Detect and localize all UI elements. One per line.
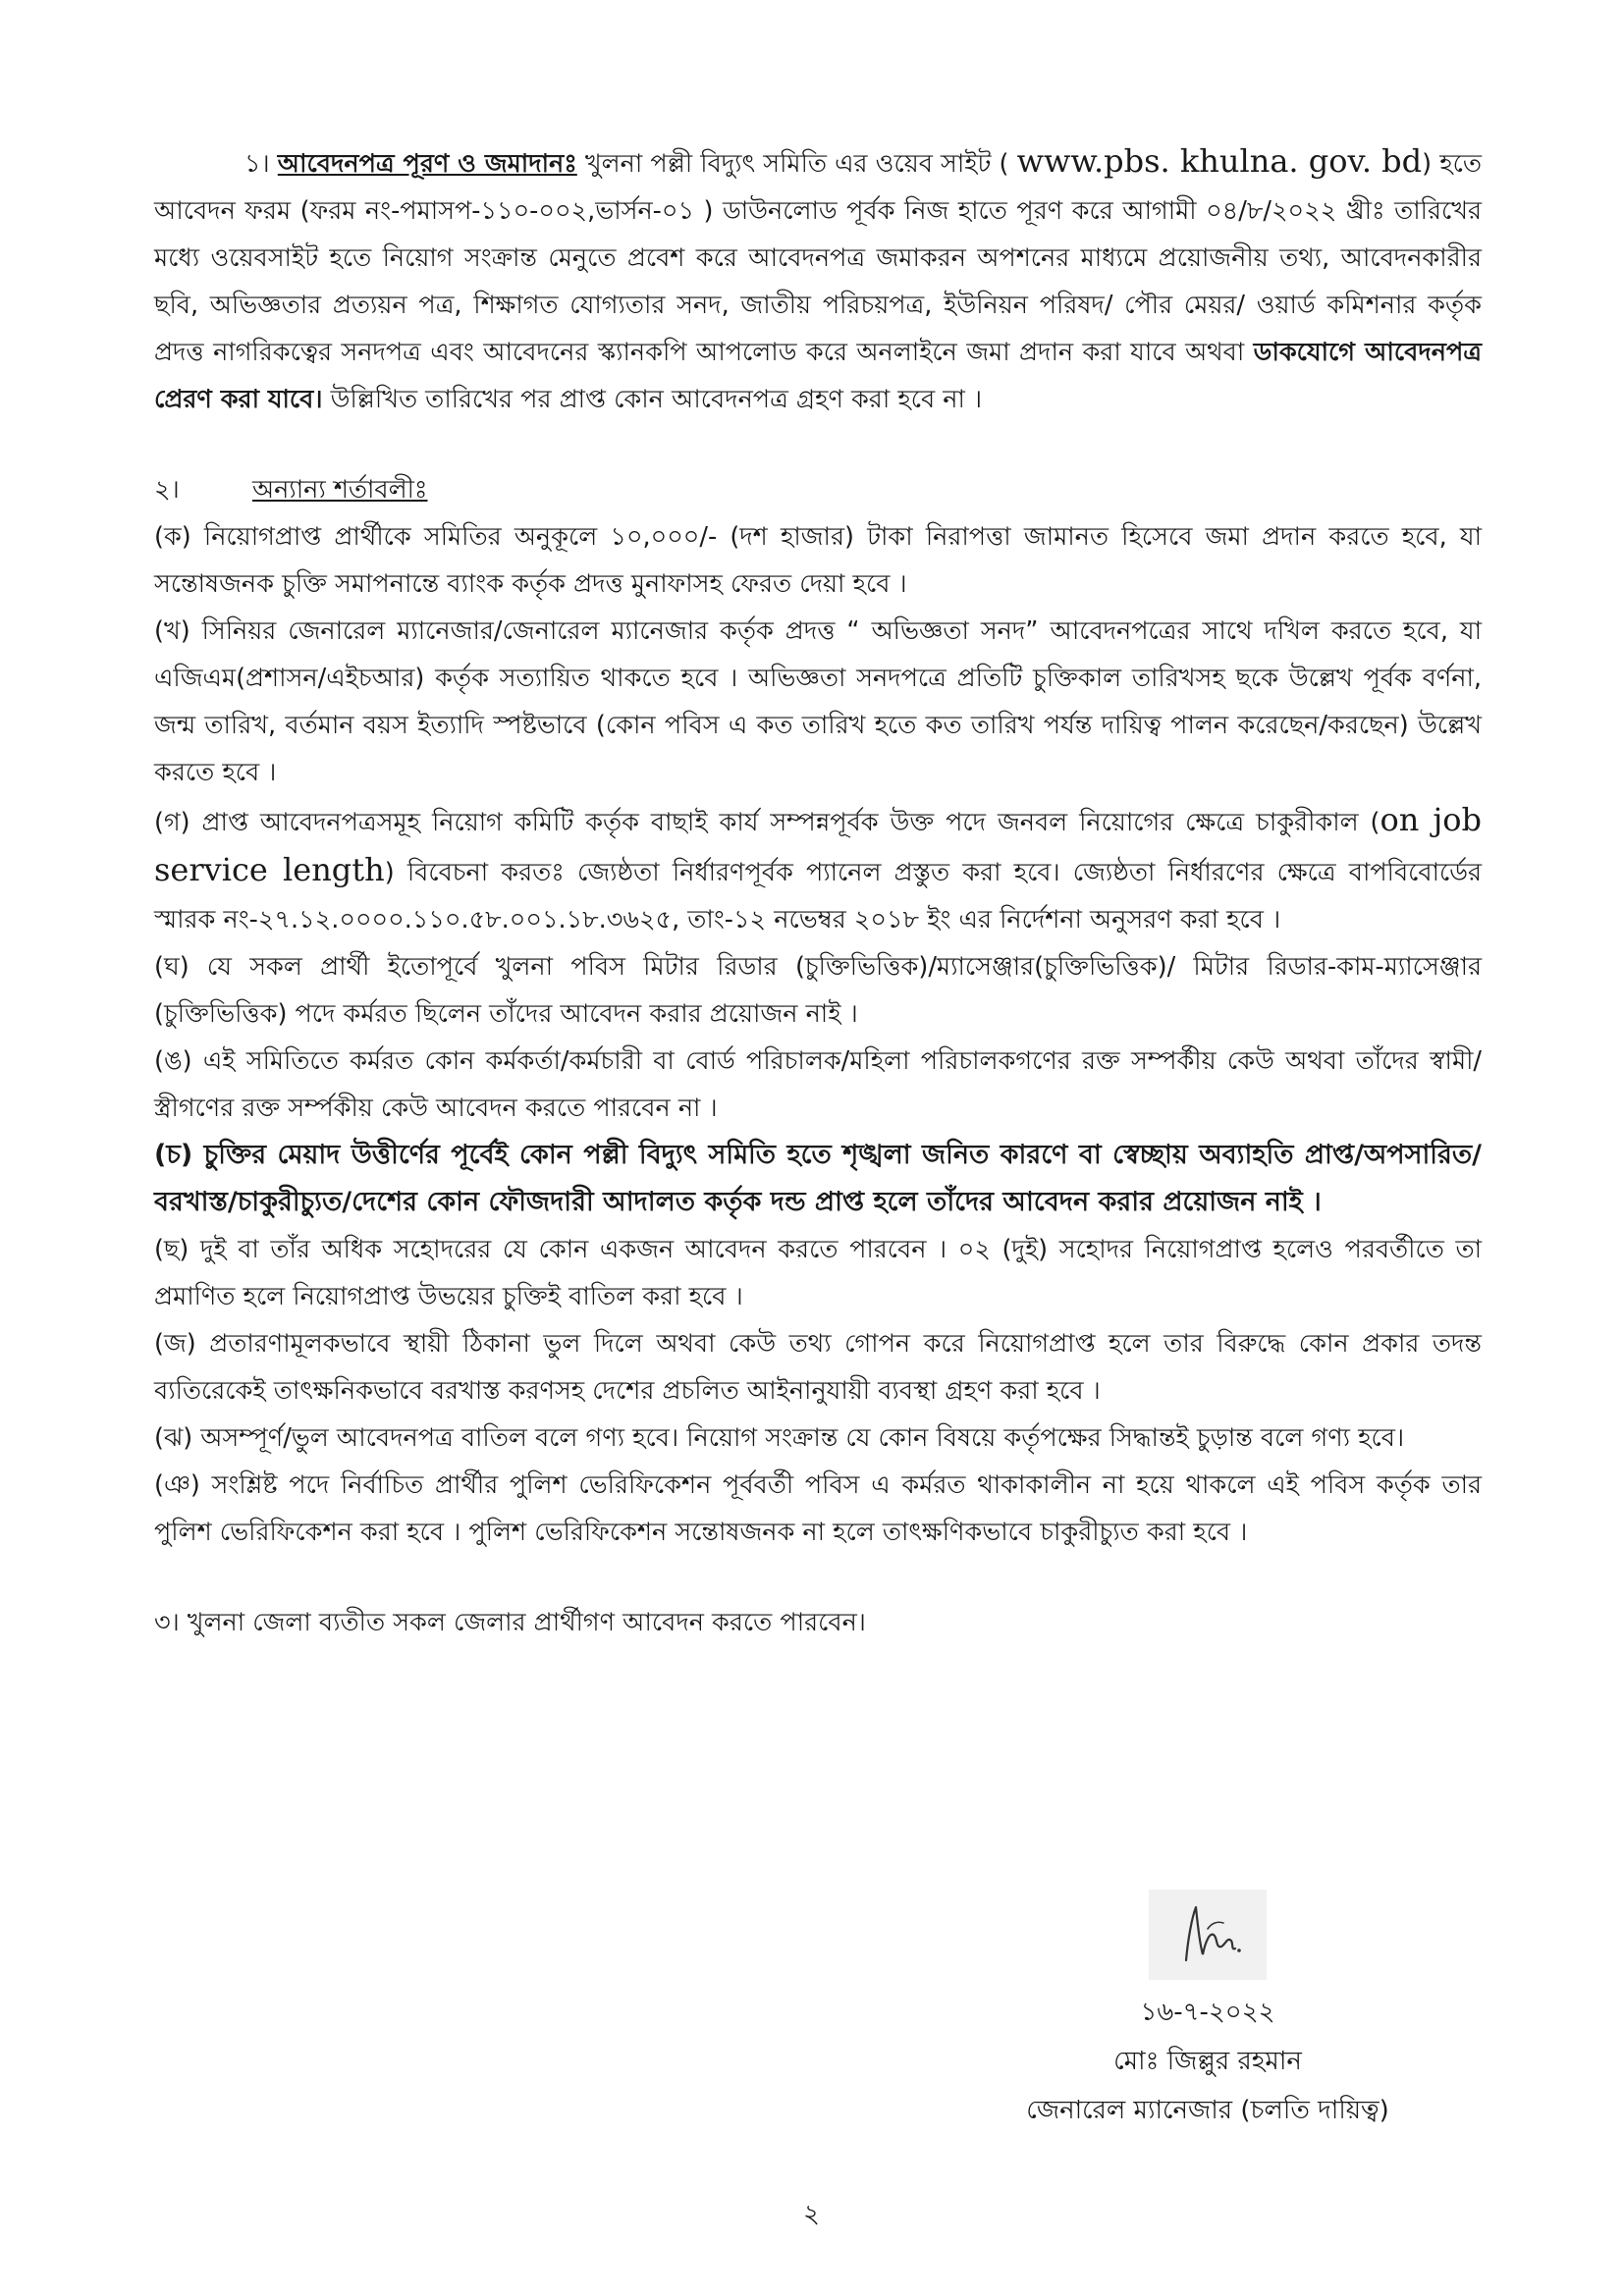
signature-image [1149,1890,1267,1980]
section-3-eligibility: ৩। খুলনা জেলা ব্যতীত সকল জেলার প্রার্থীগণ আবেদন করতে পারবেন। [154,1608,866,1637]
section-2-heading: অন্যান্য শর্তাবলীঃ [252,475,428,505]
section-1-heading: আবেদনপত্র পূরণ ও জমাদানঃ [277,149,577,179]
condition-ja: (জ) প্রতারণামূলকভাবে স্থায়ী ঠিকানা ভুল দিলে অথবা কেউ তথ্য গোপন করে নিয়োগপ্রাপ্ত হলে তার বিরুদ্ধে কোন প্রকার তদন্ত ব্যতিরেকেই তাৎক্ষনিকভাবে বরখাস্ত করণসহ দেশের প্রচলিত আইনানুযায়ী ব্যবস্থা গ্রহণ করা হবে । [154,1329,1482,1406]
condition-nga: (ঙ) এই সমিতিতে কর্মরত কোন কর্মকর্তা/কর্মচারী বা বোর্ড পরিচালক/মহিলা পরিচালকগণের রক্ত সম্পর্কীয় কেউ অথবা তাঁদের স্বামী/স্ত্রীগণের রক্ত সর্ম্পকীয় কেউ আবেদন করতে পারবেন না । [154,1046,1482,1123]
signature-date: ১৬-৭-২০২২ [1140,1998,1275,2027]
condition-chha: (ছ) দুই বা তাঁর অধিক সহোদরের যে কোন একজন আবেদন করতে পারবেন । ০২ (দুই) সহোদর নিয়োগপ্রাপ্ত হলেও পরবর্তীতে তা প্রমাণিত হলে নিয়োগপ্রাপ্ত উভয়ের চুক্তিই বাতিল করা হবে । [154,1235,1482,1311]
section-2-number: ২। [154,475,180,505]
signatory-designation: জেনারেল ম্যানেজার (চলতি দায়িত্ব) [1026,2096,1389,2125]
condition-gha: (ঘ) যে সকল প্রার্থী ইতোপূর্বে খুলনা পবিস মিটার রিডার (চুক্তিভিত্তিক)/ম্যাসেঞ্জার(চুক্তিভিত্তিক)/ মিটার রিডার-কাম-ম্যাসেঞ্জার (চুক্তিভিত্তিক) পদে কর্মরত ছিলেন তাঁদের আবেদন করার প্রয়োজন নাই । [154,952,1482,1029]
section-1-application-submission: ১। আবেদনপত্র পূরণ ও জমাদানঃ খুলনা পল্লী বিদ্যুৎ সমিতি এর ওয়েব সাইট ( www.pbs. khulna. gov. bd) হতে আবেদন ফরম (ফরম নং-পমাসপ-১১০-০০২,ভার্সন-০১ ) ডাউনলোড পূর্বক নিজ হাতে পূরণ করে আগামী ০৪/৮/২০২২ খ্রীঃ তারিখের মধ্যে ওয়েবসাইট হতে নিয়োগ সংক্রান্ত মেনুতে প্রবেশ করে আবেদনপত্র জমাকরন অপশনের মাধ্যমে প্রয়োজনীয় তথ্য, আবেদনকারীর ছবি, অভিজ্ঞতার প্রত্যয়ন পত্র, শিক্ষাগত যোগ্যতার সনদ, জাতীয় পরিচয়পত্র, ইউনিয়ন পরিষদ/ পৌর মেয়র/ ওয়ার্ড কমিশনার কর্তৃক প্রদত্ত নাগরিকত্বের সনদপত্র এবং আবেদনের স্ক্যানকপি আপলোড করে অনলাইনে জমা প্রদান করা যাবে অথবা ডাকযোগে আবেদনপত্র প্রেরণ করা যাবে। উল্লিখিত তারিখের পর প্রাপ্ত কোন আবেদনপত্র গ্রহণ করা হবে না । [154,142,1482,414]
signatory-name: মোঃ জিল্লুর রহমান [1113,2047,1302,2076]
condition-cha: (চ) চুক্তির মেয়াদ উত্তীর্ণের পূর্বেই কোন পল্লী বিদ্যুৎ সমিতি হতে শৃঙ্খলা জনিত কারণে বা স্বেচ্ছায় অব্যাহতি প্রাপ্ত/অপসারিত/বরখাস্ত/চাকুরীচ্যুত/দেশের কোন ফৌজদারী আদালত কর্তৃক দন্ড প্রাপ্ত হলে তাঁদের আবেদন করার প্রয়োজন নাই । [154,1140,1482,1217]
page-number: ২ [803,2200,820,2229]
website-url: www.pbs. khulna. gov. bd [1016,142,1423,180]
condition-jha: (ঝ) অসম্পূর্ণ/ভুল আবেদনপত্র বাতিল বলে গণ্য হবে। নিয়োগ সংক্রান্ত যে কোন বিষয়ে কর্তৃপক্ষের সিদ্ধান্তই চুড়ান্ত বলে গণ্য হবে। [154,1423,1405,1453]
condition-nya: (ঞ) সংশ্লিষ্ট পদে নির্বাচিত প্রার্থীর পুলিশ ভেরিফিকেশন পূর্ববর্তী পবিস এ কর্মরত থাকাকালীন না হয়ে থাকলে এই পবিস কর্তৃক তার পুলিশ ভেরিফিকেশন করা হবে । পুলিশ ভেরিফিকেশন সন্তোষজনক না হলে তাৎক্ষণিকভাবে চাকুরীচ্যুত করা হবে । [154,1470,1482,1547]
signature-block [1011,1890,1404,2135]
postal-submission-note: ডাকযোগে আবেদনপত্র প্রেরণ করা যাবে। [154,338,1482,414]
section-2-heading-row [154,466,1482,513]
section-1-number: ১। [244,149,270,179]
document-body [154,137,1482,1646]
service-length-term: on job service length [154,801,1482,888]
condition-kha: (খ) সিনিয়র জেনারেল ম্যানেজার/জেনারেল ম্যানেজার কর্তৃক প্রদত্ত “ অভিজ্ঞতা সনদ” আবেদনপত্রের সাথে দখিল করতে হবে, যা এজিএম(প্রশাসন/এইচআর) কর্তৃক সত্যায়িত থাকতে হবে । অভিজ্ঞতা সনদপত্রে প্রতিটি চুক্তিকাল তারিখসহ ছকে উল্লেখ পূর্বক বর্ণনা, জন্ম তারিখ, বর্তমান বয়স ইত্যাদি স্পষ্টভাবে (কোন পবিস এ কত তারিখ হতে কত তারিখ পর্যন্ত দায়িত্ব পালন করেছেন/করছেন) উল্লেখ করতে হবে । [154,616,1482,787]
condition-ga: (গ) প্রাপ্ত আবেদনপত্রসমূহ নিয়োগ কমিটি কর্তৃক বাছাই কার্য সম্পন্নপূর্বক উক্ত পদে জনবল নিয়োগের ক্ষেত্রে চাকুরীকাল (on job service length) বিবেচনা করতঃ জ্যেষ্ঠতা নির্ধারণপূর্বক প্যানেল প্রস্তুত করা হবে। জ্যেষ্ঠতা নির্ধারণের ক্ষেত্রে বাপবিবোর্ডের স্মারক নং-২৭.১২.০০০০.১১০.৫৮.০০১.১৮.৩৬২৫, তাং-১২ নভেম্বর ২০১৮ ইং এর নির্দেশনা অনুসরণ করা হবে । [154,801,1483,934]
condition-ka: (ক) নিয়োগপ্রাপ্ত প্রার্থীকে সমিতির অনুকূলে ১০,০০০/- (দশ হাজার) টাকা নিরাপত্তা জামানত হিসেবে জমা প্রদান করতে হবে, যা সন্তোষজনক চুক্তি সমাপনান্তে ব্যাংক কর্তৃক প্রদত্ত মুনাফাসহ ফেরত দেয়া হবে । [154,522,1482,599]
